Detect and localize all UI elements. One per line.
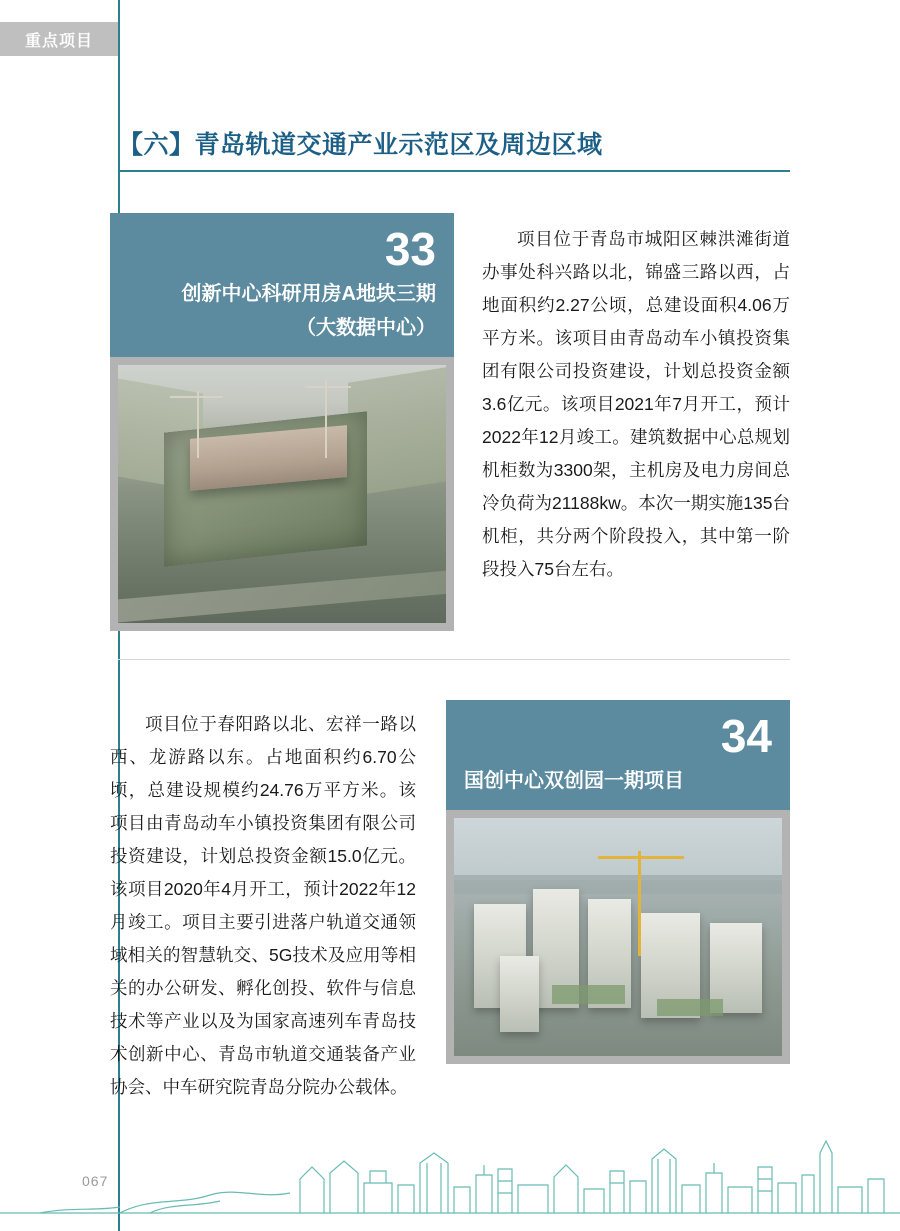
page-number: 067 — [82, 1173, 109, 1189]
crane-arm-icon — [170, 396, 222, 398]
project-photo-frame-33 — [110, 357, 454, 631]
skyline-decoration-icon — [0, 1123, 900, 1215]
project-name-line1-33: 创新中心科研用房A地块三期 — [181, 283, 436, 305]
page-footer — [0, 1123, 900, 1231]
project-block-33 — [110, 213, 790, 633]
section-underline — [118, 170, 790, 172]
photo-road — [118, 567, 446, 623]
crane-icon — [197, 391, 199, 458]
section-title-text: 【六】青岛轨道交通产业示范区及周边区域 — [118, 131, 603, 159]
project-card-header-34 — [446, 700, 790, 810]
project-name-line2-33: （大数据中心） — [296, 317, 436, 339]
crane-icon — [638, 851, 641, 956]
project-card-33 — [110, 213, 454, 631]
project-photo-frame-34 — [446, 810, 790, 1064]
running-head-tag: 重点项目 — [0, 22, 118, 56]
project-photo-34 — [454, 818, 782, 1056]
photo-greenery — [657, 999, 723, 1016]
block-divider — [118, 659, 790, 660]
section-heading — [118, 128, 790, 172]
project-card-header-33 — [110, 213, 454, 357]
project-number-34: 34 — [720, 710, 772, 762]
project-photo-33 — [118, 365, 446, 623]
project-body-text-34: 项目位于春阳路以北、宏祥一路以西、龙游路以东。占地面积约6.70公顷，总建设规模约24.76万平方米。该项目由青岛动车小镇投资集团有限公司投资建设，计划总投资金额15.0亿元。该项目2020年4月开工，预计2022年12月竣工。项目主要引进落户轨道交通领域相关的智慧轨交、5G技术及应用等相关的办公研发、孵化创投、软件与信息技术等产业以及为国家高速列车青岛技术创新中心、青岛市轨道交通装备产业协会、中车研究院青岛分院办公载体。 — [110, 714, 416, 1097]
project-body-text-33: 项目位于青岛市城阳区棘洪滩街道办事处科兴路以北，锦盛三路以西，占地面积约2.27公顷，总建设面积4.06万平方米。该项目由青岛动车小镇投资集团有限公司投资建设，计划总投资金额3.6亿元。该项目2021年7月开工，预计2022年12月竣工。建筑数据中心总规划机柜数为3300架，主机房及电力房间总冷负荷为21188kw。本次一期实施135台机柜，共分两个阶段投入，其中第一阶段投入75台左右。 — [482, 229, 790, 579]
photo-building — [500, 956, 539, 1032]
crane-arm-icon — [305, 386, 351, 388]
photo-sky — [454, 818, 782, 880]
project-name-line1-34: 国创中心双创园一期项目 — [464, 770, 684, 792]
crane-icon — [325, 380, 327, 457]
crane-arm-icon — [598, 856, 683, 859]
photo-greenery — [552, 985, 624, 1004]
project-number-33: 33 — [384, 223, 436, 275]
photo-far-horizon — [454, 875, 782, 894]
project-card-34 — [446, 700, 790, 1064]
project-block-34 — [110, 700, 790, 1120]
